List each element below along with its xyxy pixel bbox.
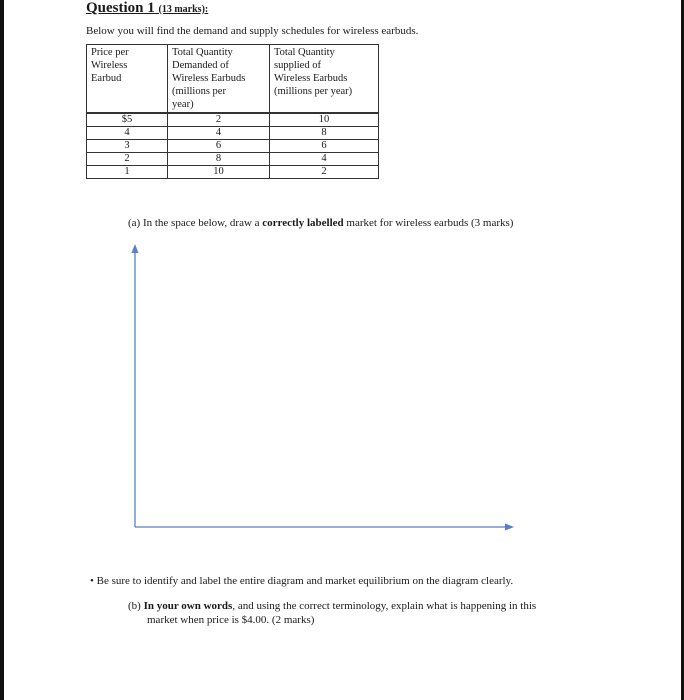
blank-axes-diagram <box>4 0 681 700</box>
cell-price: $5 <box>87 113 168 127</box>
cell-demanded: 4 <box>168 127 270 140</box>
cell-demanded: 10 <box>168 166 270 179</box>
cell-supplied: 8 <box>270 127 379 140</box>
header-demanded: Total Quantity Demanded of Wireless Earbuds (millions per year) <box>168 45 270 114</box>
cell-supplied: 6 <box>270 140 379 153</box>
cell-demanded: 2 <box>168 113 270 127</box>
bullet-icon: • <box>90 575 94 587</box>
question-marks: (13 marks): <box>158 4 209 15</box>
x-axis-arrowhead-icon <box>505 524 514 531</box>
cell-demanded: 8 <box>168 153 270 166</box>
header-supplied: Total Quantity supplied of Wireless Earbuds (millions per year) <box>270 45 379 114</box>
part-b-emphasis: In your own words <box>143 600 233 612</box>
document-page <box>4 0 681 700</box>
cell-supplied: 2 <box>270 166 379 179</box>
y-axis-arrowhead-icon <box>132 244 139 253</box>
instruction-note: • Be sure to identify and label the entire diagram and market equilibrium on the diagram clearly. <box>90 575 514 587</box>
cell-supplied: 10 <box>270 113 379 127</box>
cell-price: 2 <box>87 153 168 166</box>
header-price: Price per Wireless Earbud <box>87 45 168 114</box>
cell-supplied: 4 <box>270 153 379 166</box>
intro-text: Below you will find the demand and supply schedules for wireless earbuds. <box>86 25 419 37</box>
cell-demanded: 6 <box>168 140 270 153</box>
cell-price: 4 <box>87 127 168 140</box>
part-a-emphasis: correctly labelled <box>262 217 344 229</box>
cell-price: 3 <box>87 140 168 153</box>
cell-price: 1 <box>87 166 168 179</box>
part-a-prompt: (a) In the space below, draw a correctly labelled market for wireless earbuds (3 marks) <box>128 217 514 229</box>
part-b-prompt: (b) In your own words, and using the correct terminology, explain what is happening in this market when price is $4.00. (2 marks) <box>128 600 537 626</box>
question-title-text: Question 1 <box>86 0 155 16</box>
